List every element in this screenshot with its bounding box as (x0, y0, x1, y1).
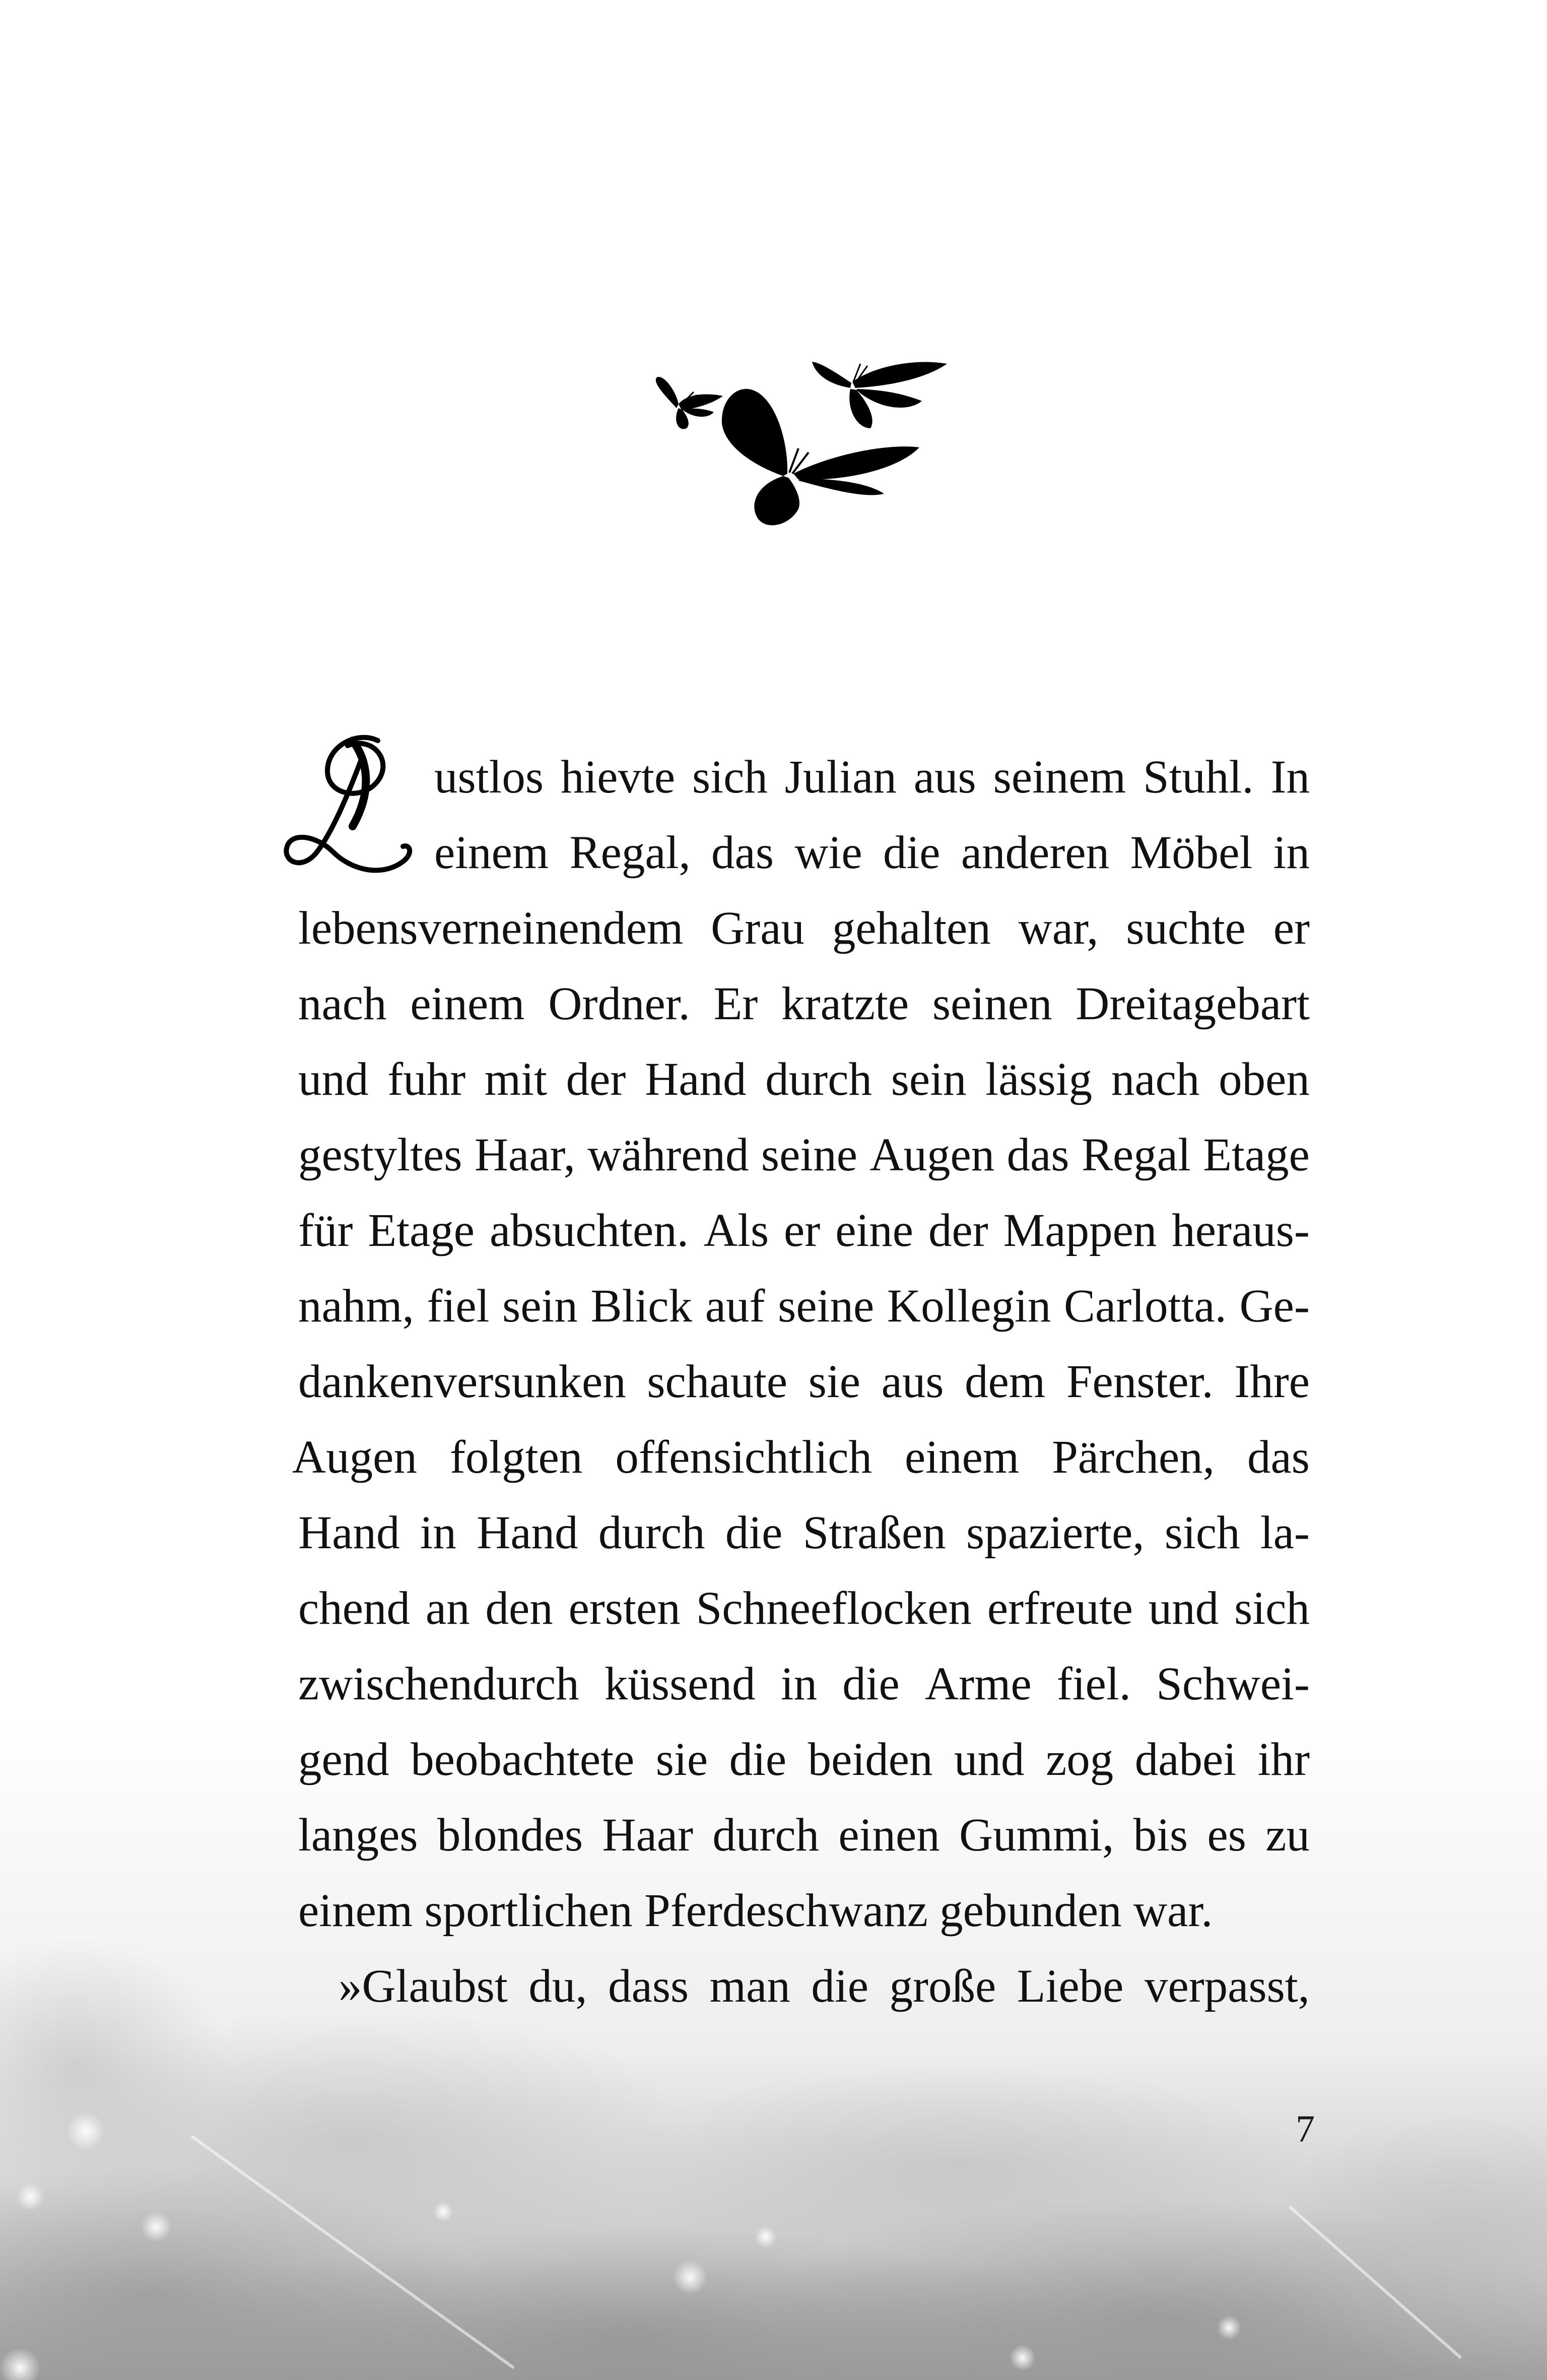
text-word: Dreitagebart (1075, 978, 1310, 1030)
text-word: bis (1133, 1809, 1188, 1861)
text-word: große (889, 1960, 996, 2012)
text-word: Regal, (569, 827, 691, 879)
text-word: Haar (602, 1809, 694, 1861)
text-line (298, 891, 1310, 966)
text-word: seine (761, 1129, 857, 1181)
text-word: Grau (711, 902, 805, 954)
text-word: seinem (993, 751, 1126, 803)
text-word: oben (1219, 1053, 1310, 1105)
text-word: Möbel (1130, 827, 1253, 879)
text-word: beobachtete (411, 1734, 635, 1786)
text-word: zog (1046, 1734, 1114, 1786)
text-word: spazierte, (966, 1507, 1145, 1559)
text-word: Gummi, (959, 1809, 1114, 1861)
page-number: 7 (1296, 2108, 1315, 2150)
text-word: sein (502, 1280, 578, 1332)
text-word: er (784, 1205, 821, 1257)
text-word: Straßen (802, 1507, 946, 1559)
text-word: der (566, 1053, 626, 1105)
small-butterfly-icon (656, 377, 723, 429)
text-line (298, 1646, 1310, 1722)
text-word: durch (712, 1809, 820, 1861)
text-word: Pferdeschwanz (644, 1885, 940, 1937)
text-word: zwischendurch (298, 1658, 579, 1710)
text-word: küssend (604, 1658, 756, 1710)
text-word: Etage (368, 1205, 475, 1257)
text-word: wie (794, 827, 862, 879)
text-word: la- (1260, 1507, 1310, 1559)
text-word: Er (713, 978, 758, 1030)
text-word: und (1148, 1582, 1219, 1634)
text-word: eine (835, 1205, 914, 1257)
text-line (298, 1117, 1310, 1193)
text-word: gebunden (939, 1885, 1133, 1937)
text-word: dankenversunken (298, 1356, 626, 1408)
text-word: das (711, 827, 774, 879)
text-word: blondes (437, 1809, 583, 1861)
text-word: sein (891, 1053, 967, 1105)
text-word: ustlos (434, 751, 544, 803)
text-word: sich (1234, 1582, 1310, 1634)
text-word: verpasst, (1144, 1960, 1310, 2012)
text-line (292, 1420, 1310, 1495)
text-word: für (298, 1205, 353, 1257)
text-word: es (1207, 1809, 1246, 1861)
text-word: nach (1111, 1053, 1200, 1105)
text-word: auf (705, 1280, 765, 1332)
text-word: beiden (808, 1734, 933, 1786)
text-word: seine (778, 1280, 875, 1332)
text-word: und (298, 1053, 369, 1105)
text-word: lebensverneinendem (298, 902, 684, 954)
text-word: die (842, 1658, 900, 1710)
text-word: dem (965, 1356, 1046, 1408)
text-word: absuchten. (489, 1205, 689, 1257)
top-butterfly-icon (812, 362, 947, 428)
text-word: das (1006, 1129, 1069, 1181)
text-word: einem (904, 1431, 1020, 1483)
text-word: einem (410, 978, 525, 1030)
text-word: fiel (427, 1280, 490, 1332)
text-word: man (709, 1960, 790, 2012)
text-word: offensichtlich (615, 1431, 872, 1483)
text-word: Carlotta. (1064, 1280, 1227, 1332)
text-word: Kollegin (887, 1280, 1051, 1332)
text-word: sie (808, 1356, 861, 1408)
text-line (298, 966, 1310, 1042)
text-word: folgten (449, 1431, 583, 1483)
text-word: fiel. (1056, 1658, 1131, 1710)
text-word: Schneeflocken (696, 1582, 972, 1634)
text-word: seinen (932, 978, 1052, 1030)
text-word: In (1270, 751, 1310, 803)
text-word: Hand (298, 1507, 400, 1559)
text-word: Etage (1203, 1129, 1310, 1181)
text-line (298, 1495, 1310, 1571)
text-word: der (928, 1205, 988, 1257)
text-word: aus (881, 1356, 944, 1408)
text-word: Fenster. (1066, 1356, 1214, 1408)
text-word: sich (1164, 1507, 1240, 1559)
butterflies-ornament-icon (650, 353, 962, 534)
body-text (292, 740, 1310, 2024)
text-word: gend (298, 1734, 389, 1786)
text-word: an (425, 1582, 470, 1634)
text-word: mit (484, 1053, 547, 1105)
text-word: Augen (869, 1129, 995, 1181)
text-word: hievte (560, 751, 676, 803)
text-line (298, 1798, 1310, 1873)
text-word: gehalten (832, 902, 991, 954)
text-word: du, (528, 1960, 587, 2012)
text-word: durch (598, 1507, 705, 1559)
text-word: während (587, 1129, 749, 1181)
text-word: Arme (924, 1658, 1032, 1710)
text-word: in (420, 1507, 456, 1559)
text-word: Ihre (1234, 1356, 1310, 1408)
text-word: ersten (568, 1582, 681, 1634)
text-word: erfreute (987, 1582, 1133, 1634)
text-line (298, 1269, 1310, 1344)
text-word: sich (692, 751, 768, 803)
text-line (298, 815, 1310, 891)
text-word: suchte (1126, 902, 1246, 954)
text-word: nach (298, 978, 387, 1030)
text-word: Liebe (1017, 1960, 1124, 2012)
text-word: in (780, 1658, 818, 1710)
text-word: kratzte (781, 978, 909, 1030)
text-word: schaute (647, 1356, 788, 1408)
text-word: dabei (1134, 1734, 1237, 1786)
text-word: dass (608, 1960, 689, 2012)
text-line (298, 740, 1310, 815)
text-word: Regal (1081, 1129, 1191, 1181)
text-word: sportlichen (424, 1885, 644, 1937)
text-word: anderen (961, 827, 1110, 879)
text-word: den (485, 1582, 553, 1634)
text-word: die (811, 1960, 868, 2012)
text-line (298, 1949, 1310, 2024)
text-word: Augen (292, 1431, 417, 1483)
text-word: sie (655, 1734, 708, 1786)
text-word: die (725, 1507, 783, 1559)
text-word: Blick (590, 1280, 693, 1332)
text-word: ihr (1257, 1734, 1310, 1786)
text-word: Haar, (474, 1129, 576, 1181)
text-line (298, 1571, 1310, 1646)
text-word: einen (838, 1809, 940, 1861)
text-word: lässig (985, 1053, 1093, 1105)
text-word: Ordner. (548, 978, 690, 1030)
text-word: in (1273, 827, 1310, 879)
text-word: er (1273, 902, 1310, 954)
text-word: chend (298, 1582, 411, 1634)
text-word: »Glaubst (339, 1960, 508, 2012)
text-line (298, 1722, 1310, 1798)
text-word: die (729, 1734, 787, 1786)
text-line (298, 1193, 1310, 1269)
text-word: fuhr (387, 1053, 466, 1105)
text-word: aus (913, 751, 976, 803)
text-word: war. (1133, 1885, 1213, 1937)
text-line (298, 1344, 1310, 1420)
text-word: Julian (784, 751, 897, 803)
text-word: einem (434, 827, 549, 879)
text-word: langes (298, 1809, 418, 1861)
text-word: durch (765, 1053, 872, 1105)
text-word: Ge- (1239, 1280, 1310, 1332)
text-word: Schwei- (1156, 1658, 1310, 1710)
text-line (298, 1873, 1310, 1949)
text-word: das (1247, 1431, 1310, 1483)
text-word: nahm, (298, 1280, 414, 1332)
text-word: Als (703, 1205, 769, 1257)
text-word: Hand (477, 1507, 578, 1559)
text-word: Stuhl. (1142, 751, 1254, 803)
text-word: und (954, 1734, 1025, 1786)
large-butterfly-icon (722, 389, 919, 525)
text-word: einem (298, 1885, 425, 1937)
text-word: heraus- (1172, 1205, 1310, 1257)
text-word: Mappen (1003, 1205, 1157, 1257)
text-word: Hand (645, 1053, 747, 1105)
text-word: zu (1265, 1809, 1310, 1861)
text-word: war, (1018, 902, 1099, 954)
text-word: Pärchen, (1052, 1431, 1215, 1483)
text-word: gestyltes (298, 1129, 462, 1181)
text-word: die (883, 827, 940, 879)
text-line (298, 1042, 1310, 1117)
